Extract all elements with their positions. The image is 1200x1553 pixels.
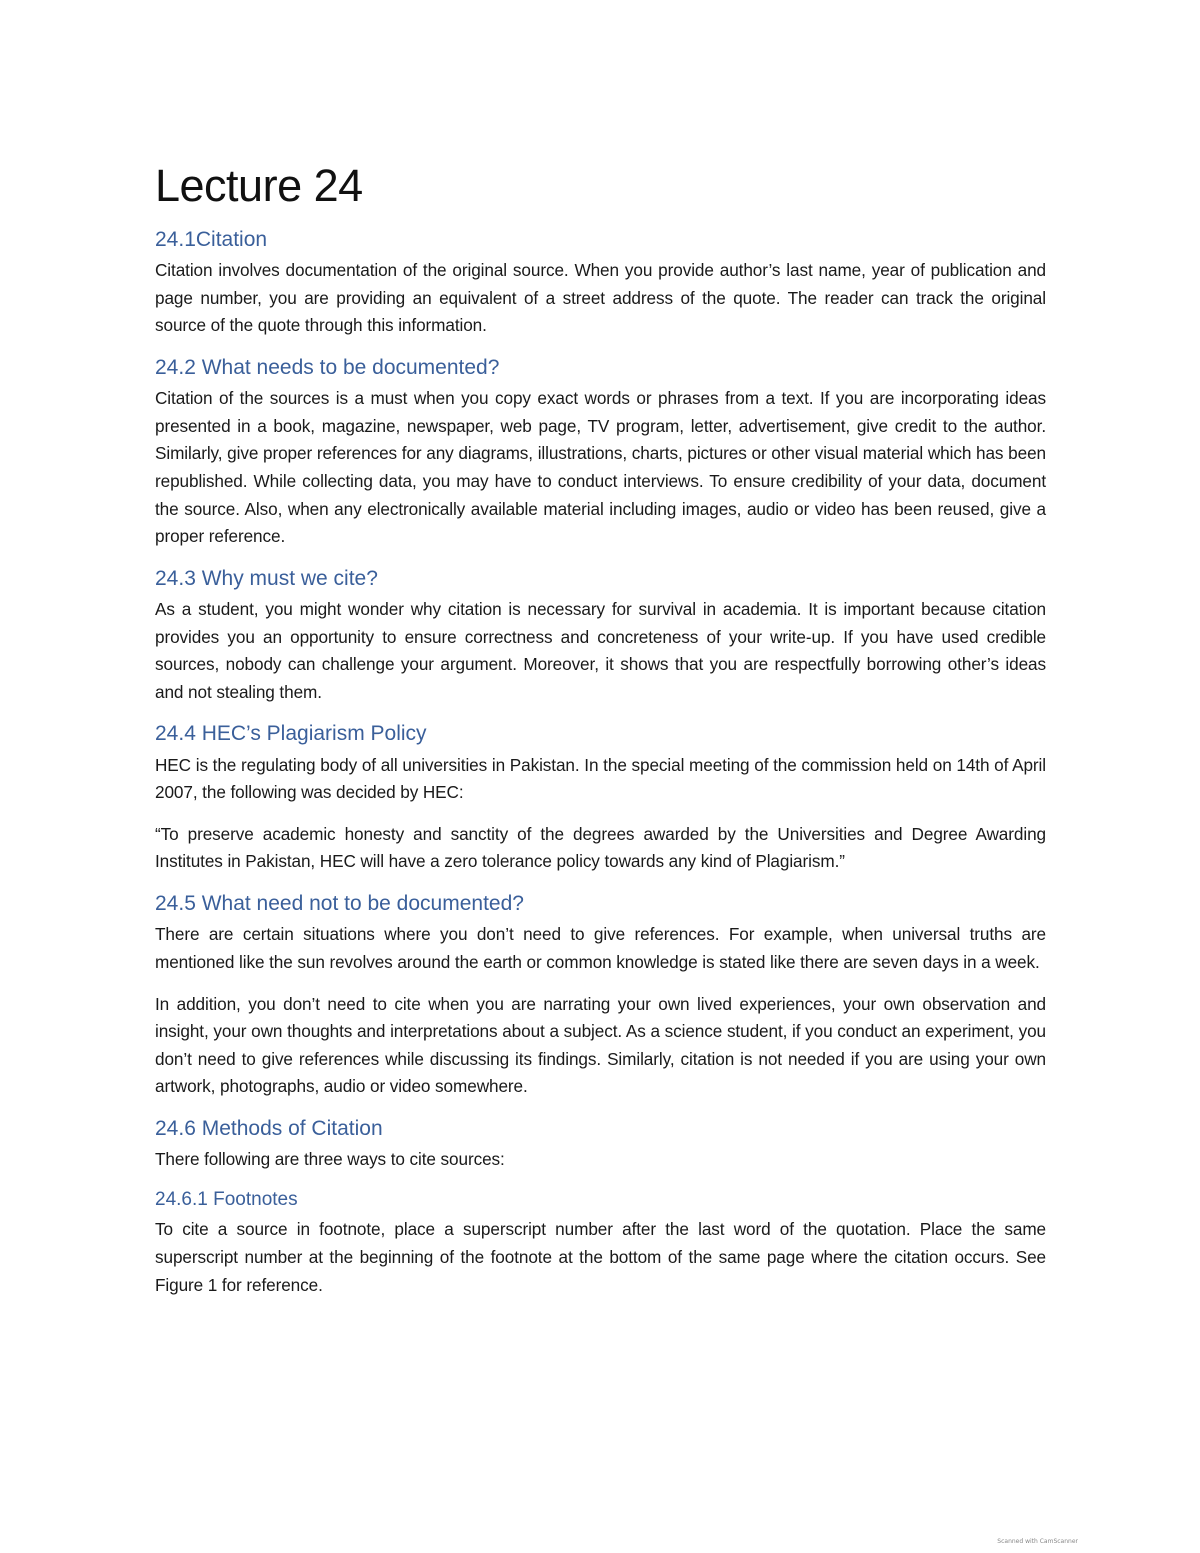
section-heading: 24.3 Why must we cite? (155, 566, 378, 590)
section-methods (155, 1115, 1046, 1174)
paragraph: Citation involves documentation of the original source. When you provide author’s last name, year of publication and page number, you are providing an equivalent of a street address of the quote. The reader can track the original source of the quote through this information. (155, 260, 1046, 336)
paragraph: In addition, you don’t need to cite when you are narrating your own lived experiences, your own observation and insight, your own thoughts and interpretations about a subject. As a science student, if you conduct an experiment, you don’t need to give references while discussing its findings. Similarly, citation is not needed if you are using your own artwork, photographs, audio or video somewhere. (155, 993, 1046, 1097)
section-heading: 24.4 HEC’s Plagiarism Policy (155, 722, 427, 746)
paragraph: To cite a source in footnote, place a superscript number after the last word of the quotation. Place the same superscript number at the beginning of the footnote at the bottom of the same page where the citation occurs. See Figure 1 for reference. (155, 1219, 1046, 1295)
paragraph: As a student, you might wonder why citation is necessary for survival in academia. It is important because citation provides you an opportunity to ensure correctness and concreteness of your write-up. If you have used credible sources, nobody can challenge your argument. Moreover, it shows that you are respectfully borrowing other’s ideas and not stealing them. (155, 598, 1046, 702)
scanner-watermark: Scanned with CamScanner (997, 1538, 1078, 1545)
section-hec-policy (155, 720, 1046, 876)
section-citation (155, 226, 1046, 340)
paragraph: HEC is the regulating body of all universities in Pakistan. In the special meeting of the commission held on 14th of April 2007, the following was decided by HEC: (155, 754, 1046, 803)
section-heading: 24.6 Methods of Citation (155, 1116, 383, 1140)
section-heading: 24.1Citation (155, 227, 268, 251)
quote-paragraph: “To preserve academic honesty and sanctity of the degrees awarded by the Universities and Degree Awarding Institutes in Pakistan, HEC will have a zero tolerance policy towards any kind of Plagiarism.” (155, 823, 1046, 872)
section-heading: 24.5 What need not to be documented? (155, 892, 524, 916)
page-title: Lecture 24 (155, 160, 363, 211)
paragraph: There following are three ways to cite sources: (155, 1149, 505, 1170)
subsection-heading: 24.6.1 Footnotes (155, 1188, 298, 1210)
paragraph: There are certain situations where you don’t need to give references. For example, when universal truths are mentioned like the sun revolves around the earth or common knowledge is stated like there are seven days in a week. (155, 924, 1046, 972)
subsection-footnotes (155, 1188, 1046, 1299)
section-what-need-not (155, 890, 1046, 1101)
paragraph: Citation of the sources is a must when you copy exact words or phrases from a text. If you are incorporating ideas presented in a book, magazine, newspaper, web page, TV program, letter, advertisement, give credit to the author. Similarly, give proper references for any diagrams, illustrations, charts, pictures or other visual material which has been republished. While collecting data, you may have to conduct interviews. To ensure credibility of your data, document the source. Also, when any electronically available material including images, audio or video has been reused, give a proper reference. (155, 388, 1046, 547)
section-why-cite (155, 565, 1046, 707)
document-page (155, 160, 1046, 1313)
section-heading: 24.2 What needs to be documented? (155, 355, 500, 379)
section-what-needs-documented (155, 354, 1046, 551)
